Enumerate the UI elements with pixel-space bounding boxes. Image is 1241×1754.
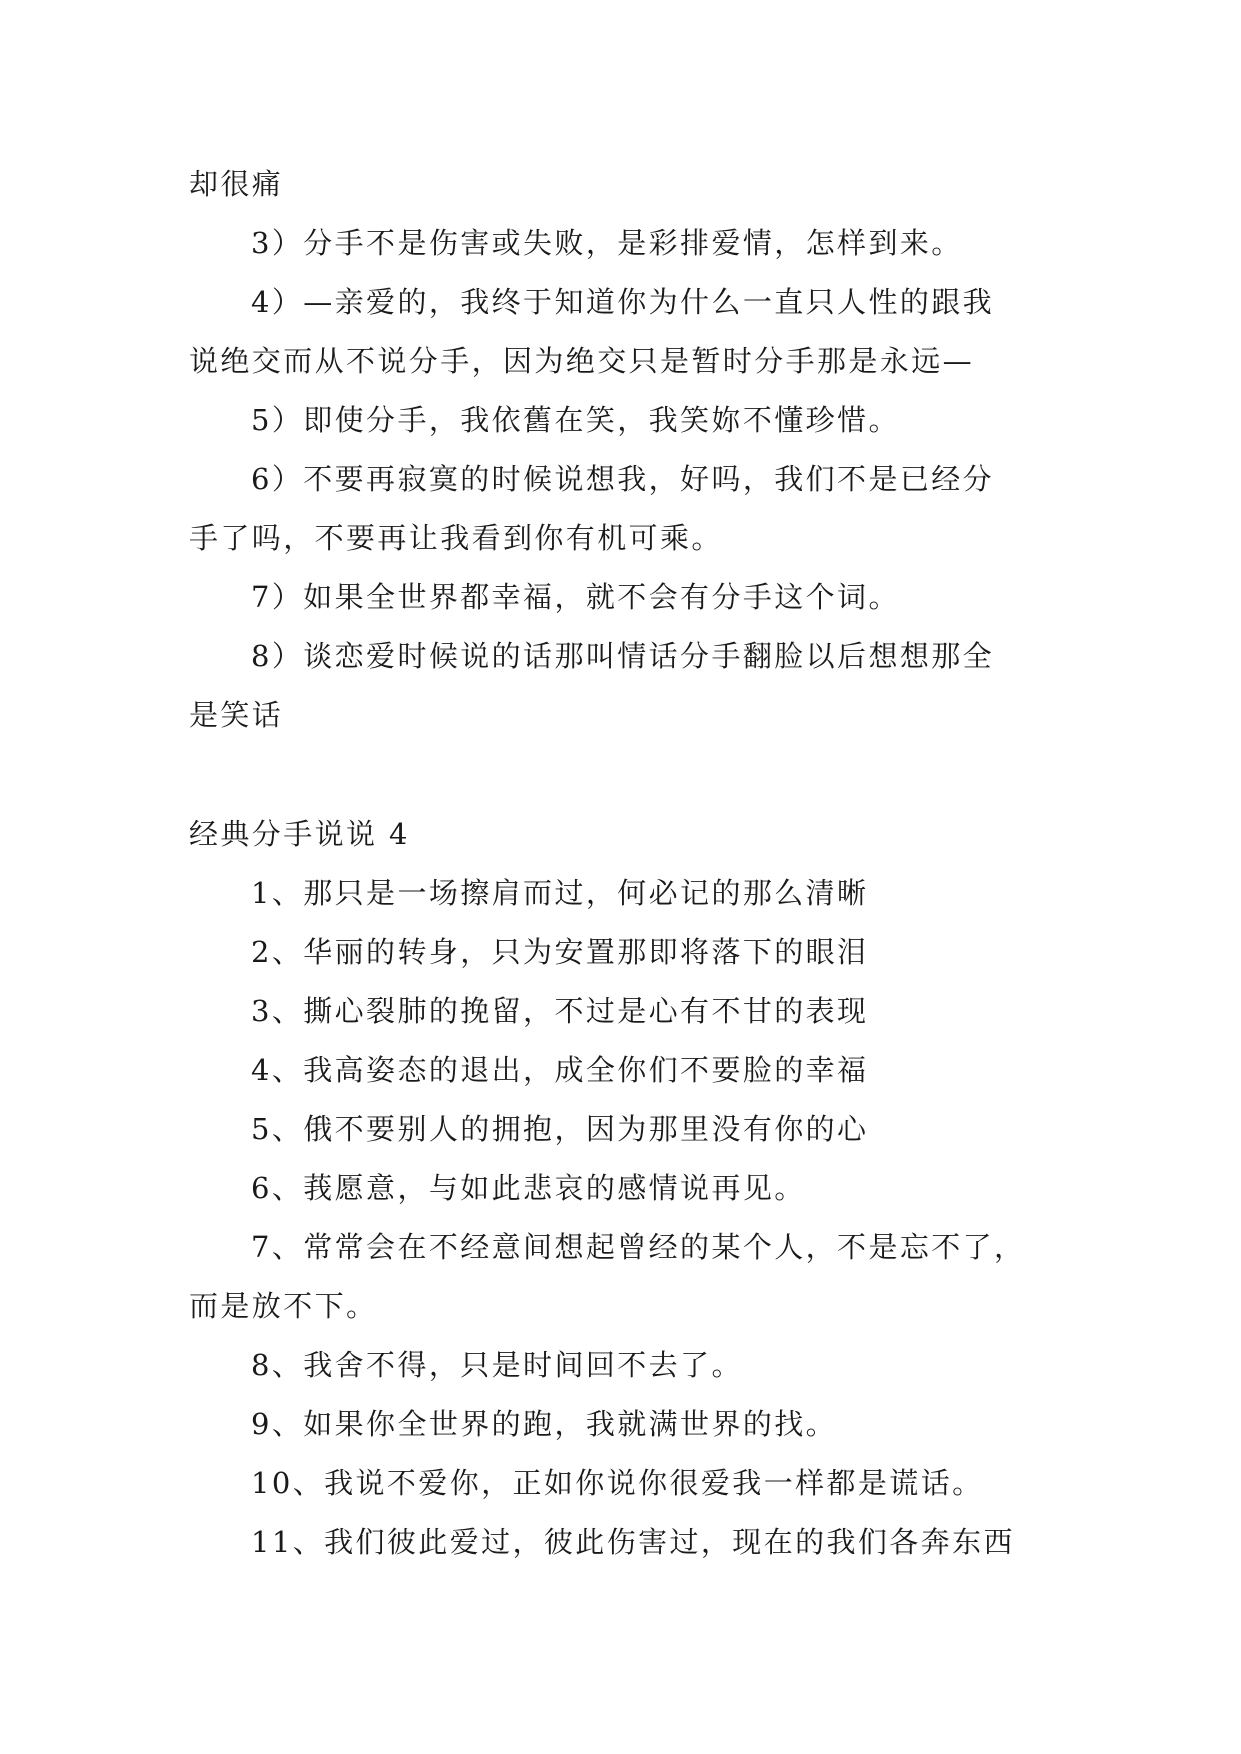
list-item-7: 7、常常会在不经意间想起曾经的某个人，不是忘不了， (251, 1230, 1026, 1264)
list-item-1: 1、那只是一场擦肩而过，何必记的那么清晰 (251, 876, 869, 910)
list-item-11: 11、我们彼此爱过，彼此伤害过，现在的我们各奔东西 (251, 1525, 1015, 1559)
list-item-6-continuation: 手了吗，不要再让我看到你有机可乘。 (189, 521, 723, 555)
list-item-10: 10、我说不爱你，正如你说你很爱我一样都是谎话。 (251, 1466, 984, 1500)
section-spacer (189, 745, 1049, 805)
list-item-2: 2、华丽的转身，只为安置那即将落下的眼泪 (251, 935, 869, 969)
list-item-5: 5、俄不要别人的拥抱，因为那里没有你的心 (251, 1112, 869, 1146)
list-item-4: 4、我高姿态的退出，成全你们不要脸的幸福 (251, 1053, 869, 1087)
list-item-7-continuation: 而是放不下。 (189, 1289, 378, 1323)
list-item-8-continuation: 是笑话 (189, 698, 284, 732)
paragraph-line: 却很痛 (189, 167, 284, 201)
list-item-3: 3）分手不是伤害或失败，是彩排爱情，怎样到来。 (251, 226, 963, 260)
section-heading: 经典分手说说 4 (189, 817, 410, 851)
list-item-8: 8、我舍不得，只是时间回不去了。 (251, 1348, 743, 1382)
list-item-6: 6）不要再寂寞的时候说想我，好吗，我们不是已经分 (251, 462, 995, 496)
list-item-3: 3、撕心裂肺的挽留，不过是心有不甘的表现 (251, 994, 869, 1028)
list-item-8: 8）谈恋爱时候说的话那叫情话分手翻脸以后想想那全 (251, 639, 995, 673)
document-body (189, 155, 1049, 1572)
list-item-6: 6、莪愿意，与如此悲哀的感情说再见。 (251, 1171, 806, 1205)
list-item-9: 9、如果你全世界的跑，我就满世界的找。 (251, 1407, 838, 1441)
list-item-4-continuation: 说绝交而从不说分手，因为绝交只是暂时分手那是永远— (189, 344, 975, 378)
list-item-5: 5）即使分手，我依舊在笑，我笑妳不懂珍惜。 (251, 403, 900, 437)
list-item-7: 7）如果全世界都幸福，就不会有分手这个词。 (251, 580, 900, 614)
list-item-4: 4）—亲爱的，我终于知道你为什么一直只人性的跟我 (251, 285, 995, 319)
